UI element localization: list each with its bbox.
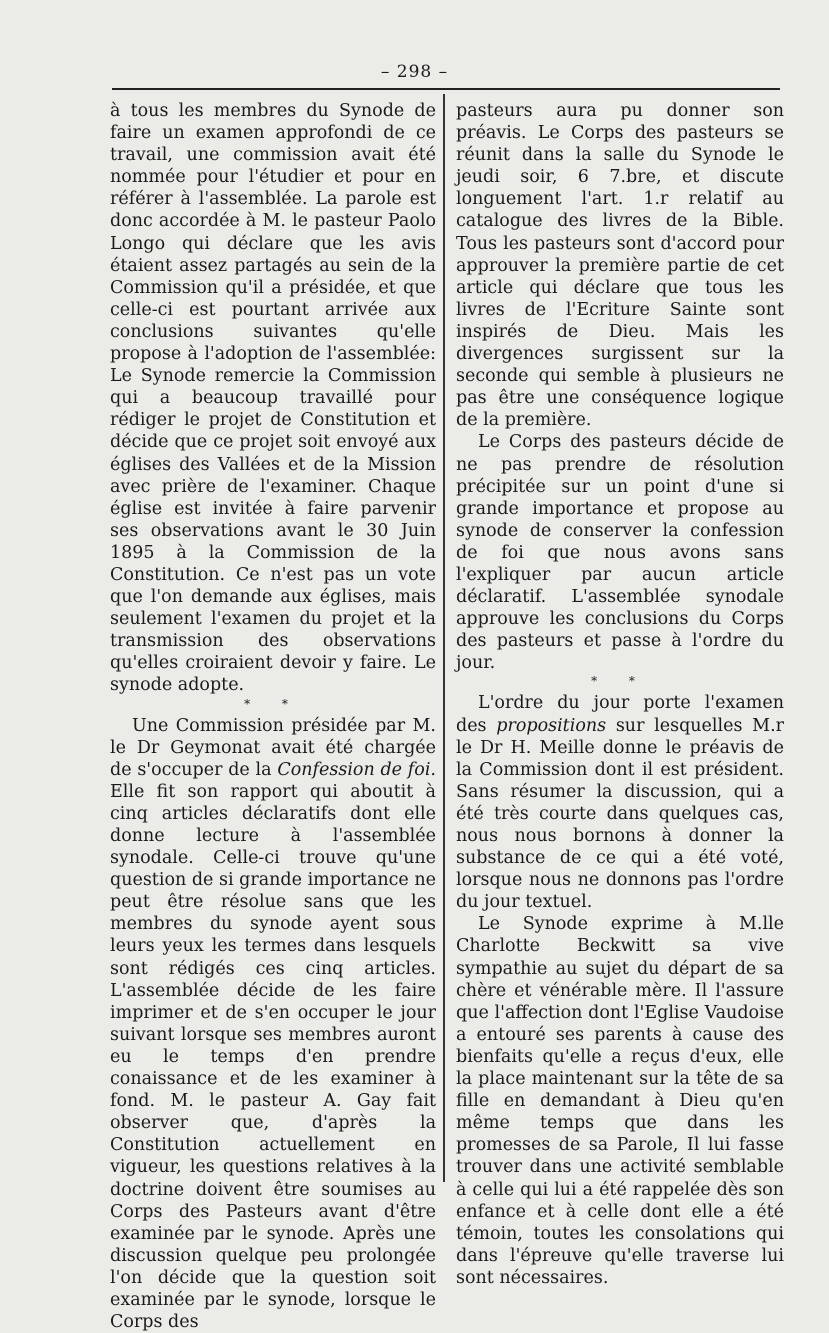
paragraph: à tous les membres du Synode de faire un examen approfondi de ce travail, une commission avait été nommée pour l'étudier et pour en référer à l'assemblée. La parole est donc accordée à M. le pasteur Paolo Longo qui déclare que les avis étaient assez partagés au sein de la Commission qu'il a présidée, et que celle-ci est pourtant arrivée aux conclusions suivantes qu'elle propose à l'adoption de l'assemblée: Le Synode remercie la Commission qui a beaucoup travaillé pour rédiger le projet de Constitution et décide que ce projet soit envoyé aux églises des Vallées et de la Mission avec prière de l'examiner. Chaque église est invitée à faire parvenir ses observations avant le 30 Juin 1895 à la Commission de la Constitution. Ce n'est pas un vote que l'on demande aux églises, mais seulement l'examen du projet et la transmission des observations qu'elles croiraient devoir y faire. Le synode adopte. [110, 101, 436, 696]
page-number: – 298 – [380, 62, 449, 82]
section-separator [456, 674, 784, 689]
header-rule [112, 88, 780, 90]
paragraph: Le Corps des pasteurs décide de ne pas prendre de résolution précipitée sur un point d'une si grande importance et propose au synode de conserver la confession de foi que nous avons sans l'expliquer par aucun article déclaratif. L'assemblée synodale approuve les conclusions du Corps des pasteurs et passe à l'ordre du jour. [456, 432, 784, 674]
text-span: L'ordre du jour porte l'examen des [456, 693, 784, 736]
text-span: Une Commission présidée par M. le Dr Geymonat avait été chargée de s'occuper de la [110, 715, 436, 780]
paragraph [456, 692, 784, 913]
right-column [456, 100, 784, 1289]
text-span: sur lesquelles M.r le Dr H. Meille donne le préavis de la Commission dont il est président. Sans résumer la discussion, qui a été très courte dans quelques cas, nous nous bornons à donner la substance de ce qui a été voté, lorsque nous ne donnons pas l'ordre du jour textuel. [456, 715, 784, 913]
text-span: Elle fit son rapport qui aboutit à cinq articles déclaratifs dont elle donne lecture à l'assemblée synodale. Celle-ci trouve qu'une question de si grande importance ne peut être résolue sans que les membres du synode ayent sous leurs yeux les termes dans lesquels sont rédigés ces cinq articles. L'assemblée décide de les faire imprimer et de s'en occuper le jour suivant lorsque ses membres auront eu le temps d'en prendre conaissance et de les examiner à fond. M. le pasteur A. Gay fait observer que, d'après la Constitution actuellement en vigueur, les questions relatives à la doctrine doivent être soumises au Corps des Pasteurs avant d'être examinée par le synode. Après une discussion quelque peu prolongée l'on décide que la question soit examinée par le synode, lorsque le Corps des [110, 781, 436, 1333]
section-separator [110, 696, 436, 711]
stars-text: * * [591, 674, 649, 689]
left-column [110, 100, 436, 1333]
paragraph [110, 715, 436, 1333]
italic-term: propositions [496, 715, 607, 736]
paragraph: Le Synode exprime à M.lle Charlotte Beckwitt sa vive sympathie au sujet du départ de sa chère et vénérable mère. Il l'assure que l'affection dont l'Eglise Vaudoise a entouré ses parents à cause des bienfaits qu'elle a reçus d'eux, elle la place maintenant sur la tête de sa fille en demandant à Dieu qu'en même temps que dans les promesses de sa Parole, Il lui fasse trouver dans une activité semblable à celle qui lui a été rappelée dès son enfance et à celle dont elle a été témoin, toutes les consolations qui dans l'épreuve qu'elle traverse lui sont nécessaires. [456, 914, 784, 1288]
paragraph: pasteurs aura pu donner son préavis. Le Corps des pasteurs se réunit dans la salle du Synode le jeudi soir, 6 7.bre, et discute longuement l'art. 1.r relatif au catalogue des livres de la Bible. Tous les pasteurs sont d'accord pour approuver la première partie de cet article qui déclare que tous les livres de l'Ecriture Sainte sont inspirés de Dieu. Mais les divergences surgissent sur la seconde qui semble à plusieurs ne pas être une conséquence logique de la première. [456, 101, 784, 431]
column-divider [443, 94, 445, 1182]
italic-term: Confession de foi. [277, 759, 436, 780]
stars-text: * * [244, 696, 302, 711]
